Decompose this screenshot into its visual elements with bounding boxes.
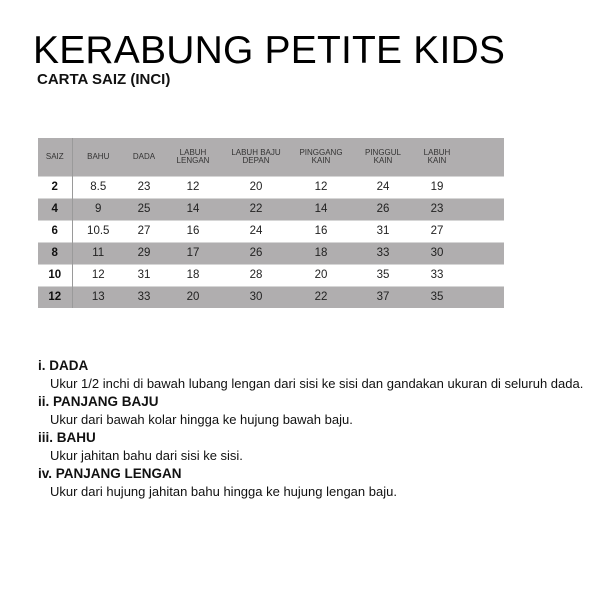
- measurement-cell: 8.5: [72, 176, 124, 198]
- size-cell: 6: [38, 220, 72, 242]
- measurement-cell: 20: [164, 286, 222, 308]
- measurement-cell: 19: [414, 176, 460, 198]
- note-heading: i. DADA: [38, 358, 89, 373]
- empty-cell: [460, 220, 504, 242]
- note-text: Ukur dari bawah kolar hingga ke hujung bawah baju.: [50, 412, 353, 427]
- measurement-cell: 14: [164, 198, 222, 220]
- empty-cell: [460, 264, 504, 286]
- measurement-cell: 28: [222, 264, 290, 286]
- column-header: LABUH LENGAN: [176, 147, 210, 165]
- measurement-cell: 33: [414, 264, 460, 286]
- measurement-cell: 23: [124, 176, 164, 198]
- measurement-cell: 12: [72, 264, 124, 286]
- size-cell: 12: [38, 286, 72, 308]
- note-heading: iii. BAHU: [38, 430, 96, 445]
- measurement-cell: 12: [290, 176, 352, 198]
- measurement-cell: 30: [222, 286, 290, 308]
- measurement-cell: 12: [164, 176, 222, 198]
- note-text: Ukur jahitan bahu dari sisi ke sisi.: [50, 448, 243, 463]
- size-chart-table: [38, 138, 504, 308]
- measurement-cell: 35: [352, 264, 414, 286]
- measurement-cell: 16: [164, 220, 222, 242]
- measurement-cell: 31: [352, 220, 414, 242]
- measurement-cell: 31: [124, 264, 164, 286]
- table-header-row: [38, 138, 504, 176]
- column-header: PINGGANG KAIN: [299, 147, 343, 165]
- measurement-cell: 33: [352, 242, 414, 264]
- table-row: [38, 242, 504, 264]
- note-text: Ukur dari hujung jahitan bahu hingga ke hujung lengan baju.: [50, 484, 397, 499]
- measurement-cell: 22: [222, 198, 290, 220]
- empty-cell: [460, 176, 504, 198]
- note-text: Ukur 1/2 inchi di bawah lubang lengan dari sisi ke sisi dan gandakan ukuran di seluruh dada.: [50, 376, 584, 391]
- page-title: KERABUNG PETITE KIDS: [33, 29, 506, 72]
- measurement-cell: 35: [414, 286, 460, 308]
- measurement-cell: 24: [222, 220, 290, 242]
- measurement-cell: 26: [352, 198, 414, 220]
- measurement-cell: 37: [352, 286, 414, 308]
- empty-cell: [460, 198, 504, 220]
- measurement-cell: 20: [222, 176, 290, 198]
- note-heading: iv. PANJANG LENGAN: [38, 466, 182, 481]
- page-subtitle: CARTA SAIZ (INCI): [37, 71, 171, 88]
- column-header: PINGGUL KAIN: [364, 147, 401, 165]
- column-header: SAIZ: [38, 138, 72, 176]
- measurement-cell: 18: [290, 242, 352, 264]
- column-header: LABUH BAJU DEPAN: [231, 147, 281, 165]
- measurement-cell: 27: [124, 220, 164, 242]
- measurement-cell: 9: [72, 198, 124, 220]
- measurement-cell: 16: [290, 220, 352, 242]
- empty-cell: [460, 242, 504, 264]
- size-cell: 2: [38, 176, 72, 198]
- size-cell: 10: [38, 264, 72, 286]
- measurement-cell: 23: [414, 198, 460, 220]
- empty-cell: [460, 286, 504, 308]
- table-row: [38, 286, 504, 308]
- measurement-cell: 26: [222, 242, 290, 264]
- measurement-cell: 14: [290, 198, 352, 220]
- note-heading: ii. PANJANG BAJU: [38, 394, 159, 409]
- column-header: [460, 138, 504, 176]
- measurement-cell: 29: [124, 242, 164, 264]
- measurement-cell: 27: [414, 220, 460, 242]
- measurement-cell: 10.5: [72, 220, 124, 242]
- measurement-cell: 30: [414, 242, 460, 264]
- measurement-cell: 22: [290, 286, 352, 308]
- measurement-cell: 18: [164, 264, 222, 286]
- measurement-cell: 25: [124, 198, 164, 220]
- table-row: [38, 198, 504, 220]
- measurement-notes: [38, 357, 598, 501]
- size-cell: 4: [38, 198, 72, 220]
- table-row: [38, 176, 504, 198]
- measurement-cell: 20: [290, 264, 352, 286]
- table-row: [38, 220, 504, 242]
- column-header: DADA: [132, 151, 156, 161]
- measurement-cell: 11: [72, 242, 124, 264]
- measurement-cell: 17: [164, 242, 222, 264]
- column-header: LABUH KAIN: [423, 147, 451, 165]
- table-row: [38, 264, 504, 286]
- column-header: BAHU: [87, 151, 110, 161]
- size-cell: 8: [38, 242, 72, 264]
- measurement-cell: 24: [352, 176, 414, 198]
- measurement-cell: 13: [72, 286, 124, 308]
- measurement-cell: 33: [124, 286, 164, 308]
- table-body: [38, 176, 504, 308]
